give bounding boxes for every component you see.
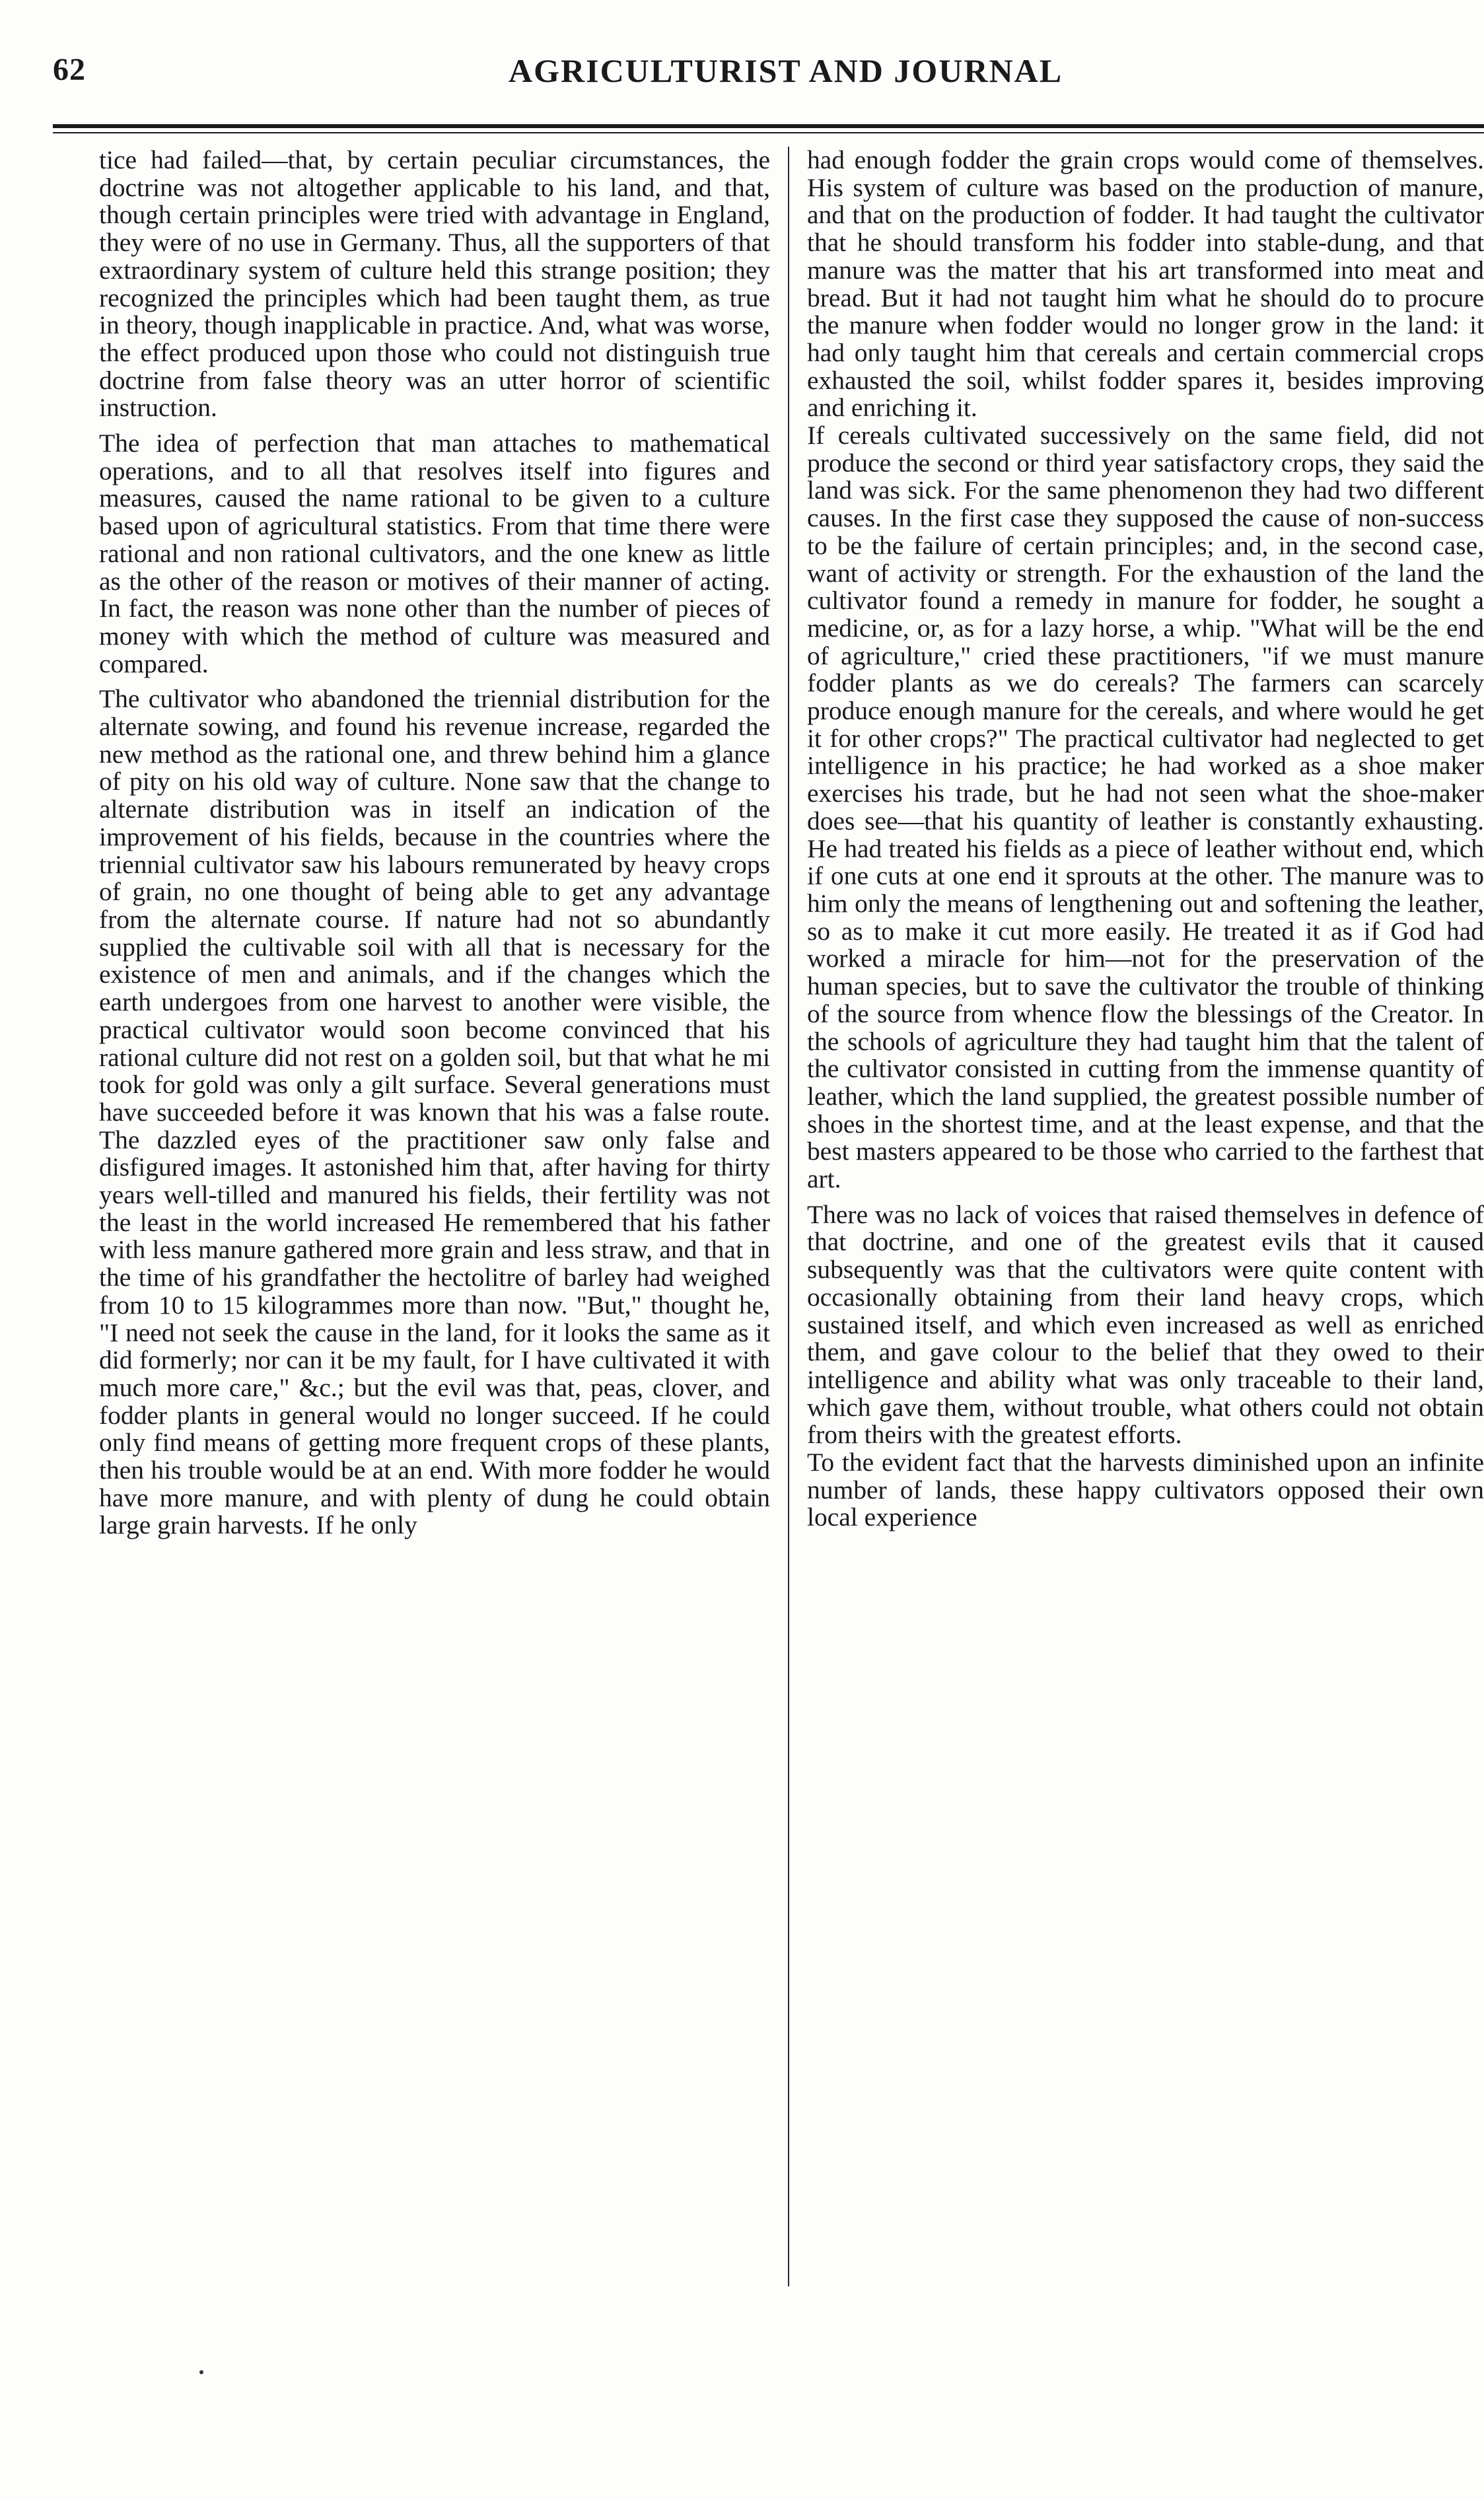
- left-paragraph-3: The cultivator who abandoned the triennial distribution for the alternate sowing, and found his revenue increase, regarded the new method as the rational one, and threw behind him a glance of pity on his old way of culture. None saw that the change to alternate distribution was in itself an indication of the improvement of his fields, because in the countries where the triennial cultivator saw his labours remunerated by heavy crops of grain, no one thought of being able to get any advantage from the alternate course. If nature had not so abundantly supplied the cultivable soil with all that is necessary for the existence of men and animals, and if the changes which the earth undergoes from one harvest to another were visible, the practical cultivator would soon become convinced that his rational culture did not rest on a golden soil, but that what he mi took for gold was only a gilt surface. Several generations must have succeeded before it was known that his was a false route. The dazzled eyes of the practitioner saw only false and disfigured images. It astonished him that, after having for thirty years well-tilled and manured his fields, their fertility was not the least in the world increased He remembered that his father with less manure gathered more grain and less straw, and that in the time of his grandfather the hectolitre of barley had weighed from 10 to 15 kilogrammes more than now. "But," thought he, "I need not seek the cause in the land, for it looks the same as it did formerly; nor can it be my fault, for I have cultivated it with much more care," &c.; but the evil was that, peas, clover, and fodder plants in general would no longer succeed. If he could only find means of getting more frequent crops of these plants, then his trouble would be at an end. With more fodder he would have more manure, and with plenty of dung he could obtain large grain harvests. If he only: [99, 684, 770, 1540]
- right-paragraph-4: To the evident fact that the harvests diminished upon an infinite number of lands, these happy cultivators opposed their own local experience: [807, 1448, 1484, 1532]
- right-paragraph-3: There was no lack of voices that raised themselves in defence of that doctrine, and one of the greatest evils that it caused subsequently was that the cultivators were quite content with occasionally obtaining from their land heavy crops, which sustained itself, and which even increased as well as enriched them, and gave colour to the belief that they owed to their intelligence and ability what was only traceable to their land, which gave them, without trouble, what others could not obtain from theirs with the greatest efforts.: [807, 1199, 1484, 1450]
- footer-printer-mark: [199, 2370, 203, 2374]
- column-divider: [788, 147, 789, 2286]
- header-rule-thin: [53, 132, 1484, 133]
- header-rule-thick: [53, 124, 1484, 128]
- page-header: [53, 52, 1484, 104]
- right-paragraph-2: If cereals cultivated successively on the same field, did not produce the second or third year satisfactory crops, they said the land was sick. For the same phenomenon they had two different causes. In the first case they supposed the cause of non-success to be the failure of certain principles; and, in the second case, want of activity or strength. For the exhaustion of the land the cultivator found a remedy in manure for fodder, he sought a medicine, or, as for a lazy horse, a whip. "What will be the end of agriculture," cried these practitioners, "if we must manure fodder plants as we do cereals? The farmers can scarcely produce enough manure for the cereals, and where would he get it for other crops?" The practical cultivator had neglected to get intelligence in his practice; he had worked as a shoe maker exercises his trade, but he had not seen what the shoe-maker does see—that his quantity of leather is constantly exhausting. He had treated his fields as a piece of leather without end, which if one cuts at one end it sprouts at the other. The manure was to him only the means of lengthening out and softening the leather, so as to make it cut more easily. He treated it as if God had worked a miracle for him—not for the preservation of the human species, but to save the cultivator the trouble of thinking of the source from whence flow the blessings of the Creator. In the schools of agriculture they had taught him that the talent of the cultivator consisted in cutting from the immense quantity of leather, which the land supplied, the greatest possible number of shoes in the shortest time, and at the least expense, and that the best masters appeared to be those who carried to the farthest that art.: [807, 421, 1484, 1194]
- left-paragraph-2: The idea of perfection that man attaches to mathematical operations, and to all that resolves itself into figures and measures, caused the name rational to be given to a culture based upon of agricultural statistics. From that time there were rational and non rational cultivators, and the one knew as little as the other of the reason or motives of their manner of acting. In fact, the reason was none other than the number of pieces of money with which the method of culture was measured and compared.: [99, 429, 770, 678]
- running-title: AGRICULTURIST AND JOURNAL: [509, 52, 1063, 89]
- right-column: [807, 147, 1484, 2286]
- page-number: 62: [53, 52, 86, 87]
- left-column: [99, 147, 770, 2286]
- right-paragraph-1: had enough fodder the grain crops would come of themselves. His system of culture was based on the production of manure, and that on the production of fodder. It had taught the cultivator that he should transform his fodder into stable-dung, and that manure was the matter that his art transformed into meat and bread. But it had not taught him what he should do to procure the manure when fodder would no longer grow in the land: it had only taught him that cereals and certain commercial crops exhausted the soil, whilst fodder spares it, besides improving and enriching it.: [807, 147, 1484, 423]
- left-paragraph-1: tice had failed—that, by certain peculiar circumstances, the doctrine was not altogether applicable to his land, and that, though certain principles were tried with advantage in England, they were of no use in Germany. Thus, all the supporters of that extraordinary system of culture held this strange position; they recognized the principles which had been taught them, as true in theory, though inapplicable in practice. And, what was worse, the effect produced upon those who could not distinguish true doctrine from false theory was an utter horror of scientific instruction.: [99, 147, 770, 423]
